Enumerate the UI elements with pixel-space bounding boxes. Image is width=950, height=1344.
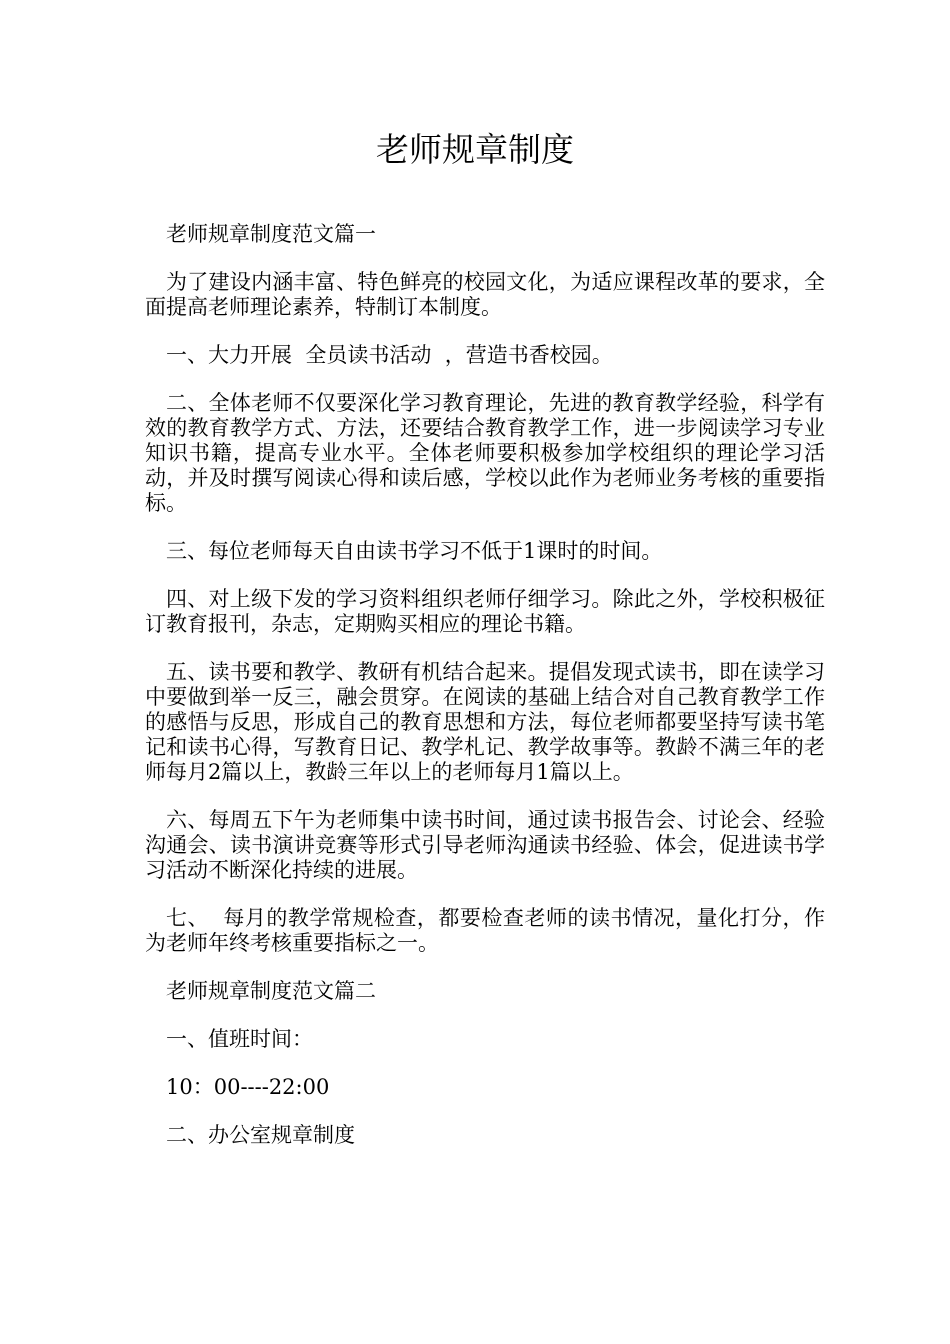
document-title: 老师规章制度 <box>376 130 574 169</box>
paragraph: 老师规章制度范文篇二 <box>166 979 376 1003</box>
paragraph: 10：00----22:00 <box>166 1075 330 1099</box>
paragraph: 为了建设内涵丰富、特色鲜亮的校园文化，为适应课程改革的要求，全面提高老师理论素养，特制订本制度。 <box>145 270 825 319</box>
paragraph: 二、办公室规章制度 <box>166 1123 355 1147</box>
paragraph: 一、大力开展 全员读书活动 ，营造书香校园。 <box>166 343 613 367</box>
paragraph: 六、每周五下午为老师集中读书时间，通过读书报告会、讨论会、经验沟通会、读书演讲竞赛等形式引导老师沟通读书经验、体会，促进读书学习活动不断深化持续的进展。 <box>145 808 825 882</box>
paragraph: 五、读书要和教学、教研有机结合起来。提倡发现式读书，即在读学习中要做到举一反三，融会贯穿。在阅读的基础上结合对自己教育教学工作的感悟与反思，形成自己的教育思想和方法，每位老师都要坚持写读书笔记和读书心得，写教育日记、教学札记、教学故事等。教龄不满三年的老师每月2篇以上，教龄三年以上的老师每月1篇以上。 <box>145 660 825 784</box>
paragraph: 四、对上级下发的学习资料组织老师仔细学习。除此之外，学校积极征订教育报刊，杂志，定期购买相应的理论书籍。 <box>145 587 825 636</box>
document-body <box>145 222 825 1171</box>
paragraph: 七、 每月的教学常规检查，都要检查老师的读书情况，量化打分，作为老师年终考核重要指标之一。 <box>145 906 825 955</box>
paragraph: 一、值班时间： <box>166 1027 313 1051</box>
paragraph: 老师规章制度范文篇一 <box>166 222 376 246</box>
paragraph: 二、全体老师不仅要深化学习教育理论，先进的教育教学经验，科学有效的教育教学方式、方法，还要结合教育教学工作，进一步阅读学习专业知识书籍，提高专业水平。全体老师要积极参加学校组织的理论学习活动，并及时撰写阅读心得和读后感，学校以此作为老师业务考核的重要指标。 <box>145 391 825 515</box>
paragraph: 三、每位老师每天自由读书学习不低于1课时的时间。 <box>166 539 663 563</box>
